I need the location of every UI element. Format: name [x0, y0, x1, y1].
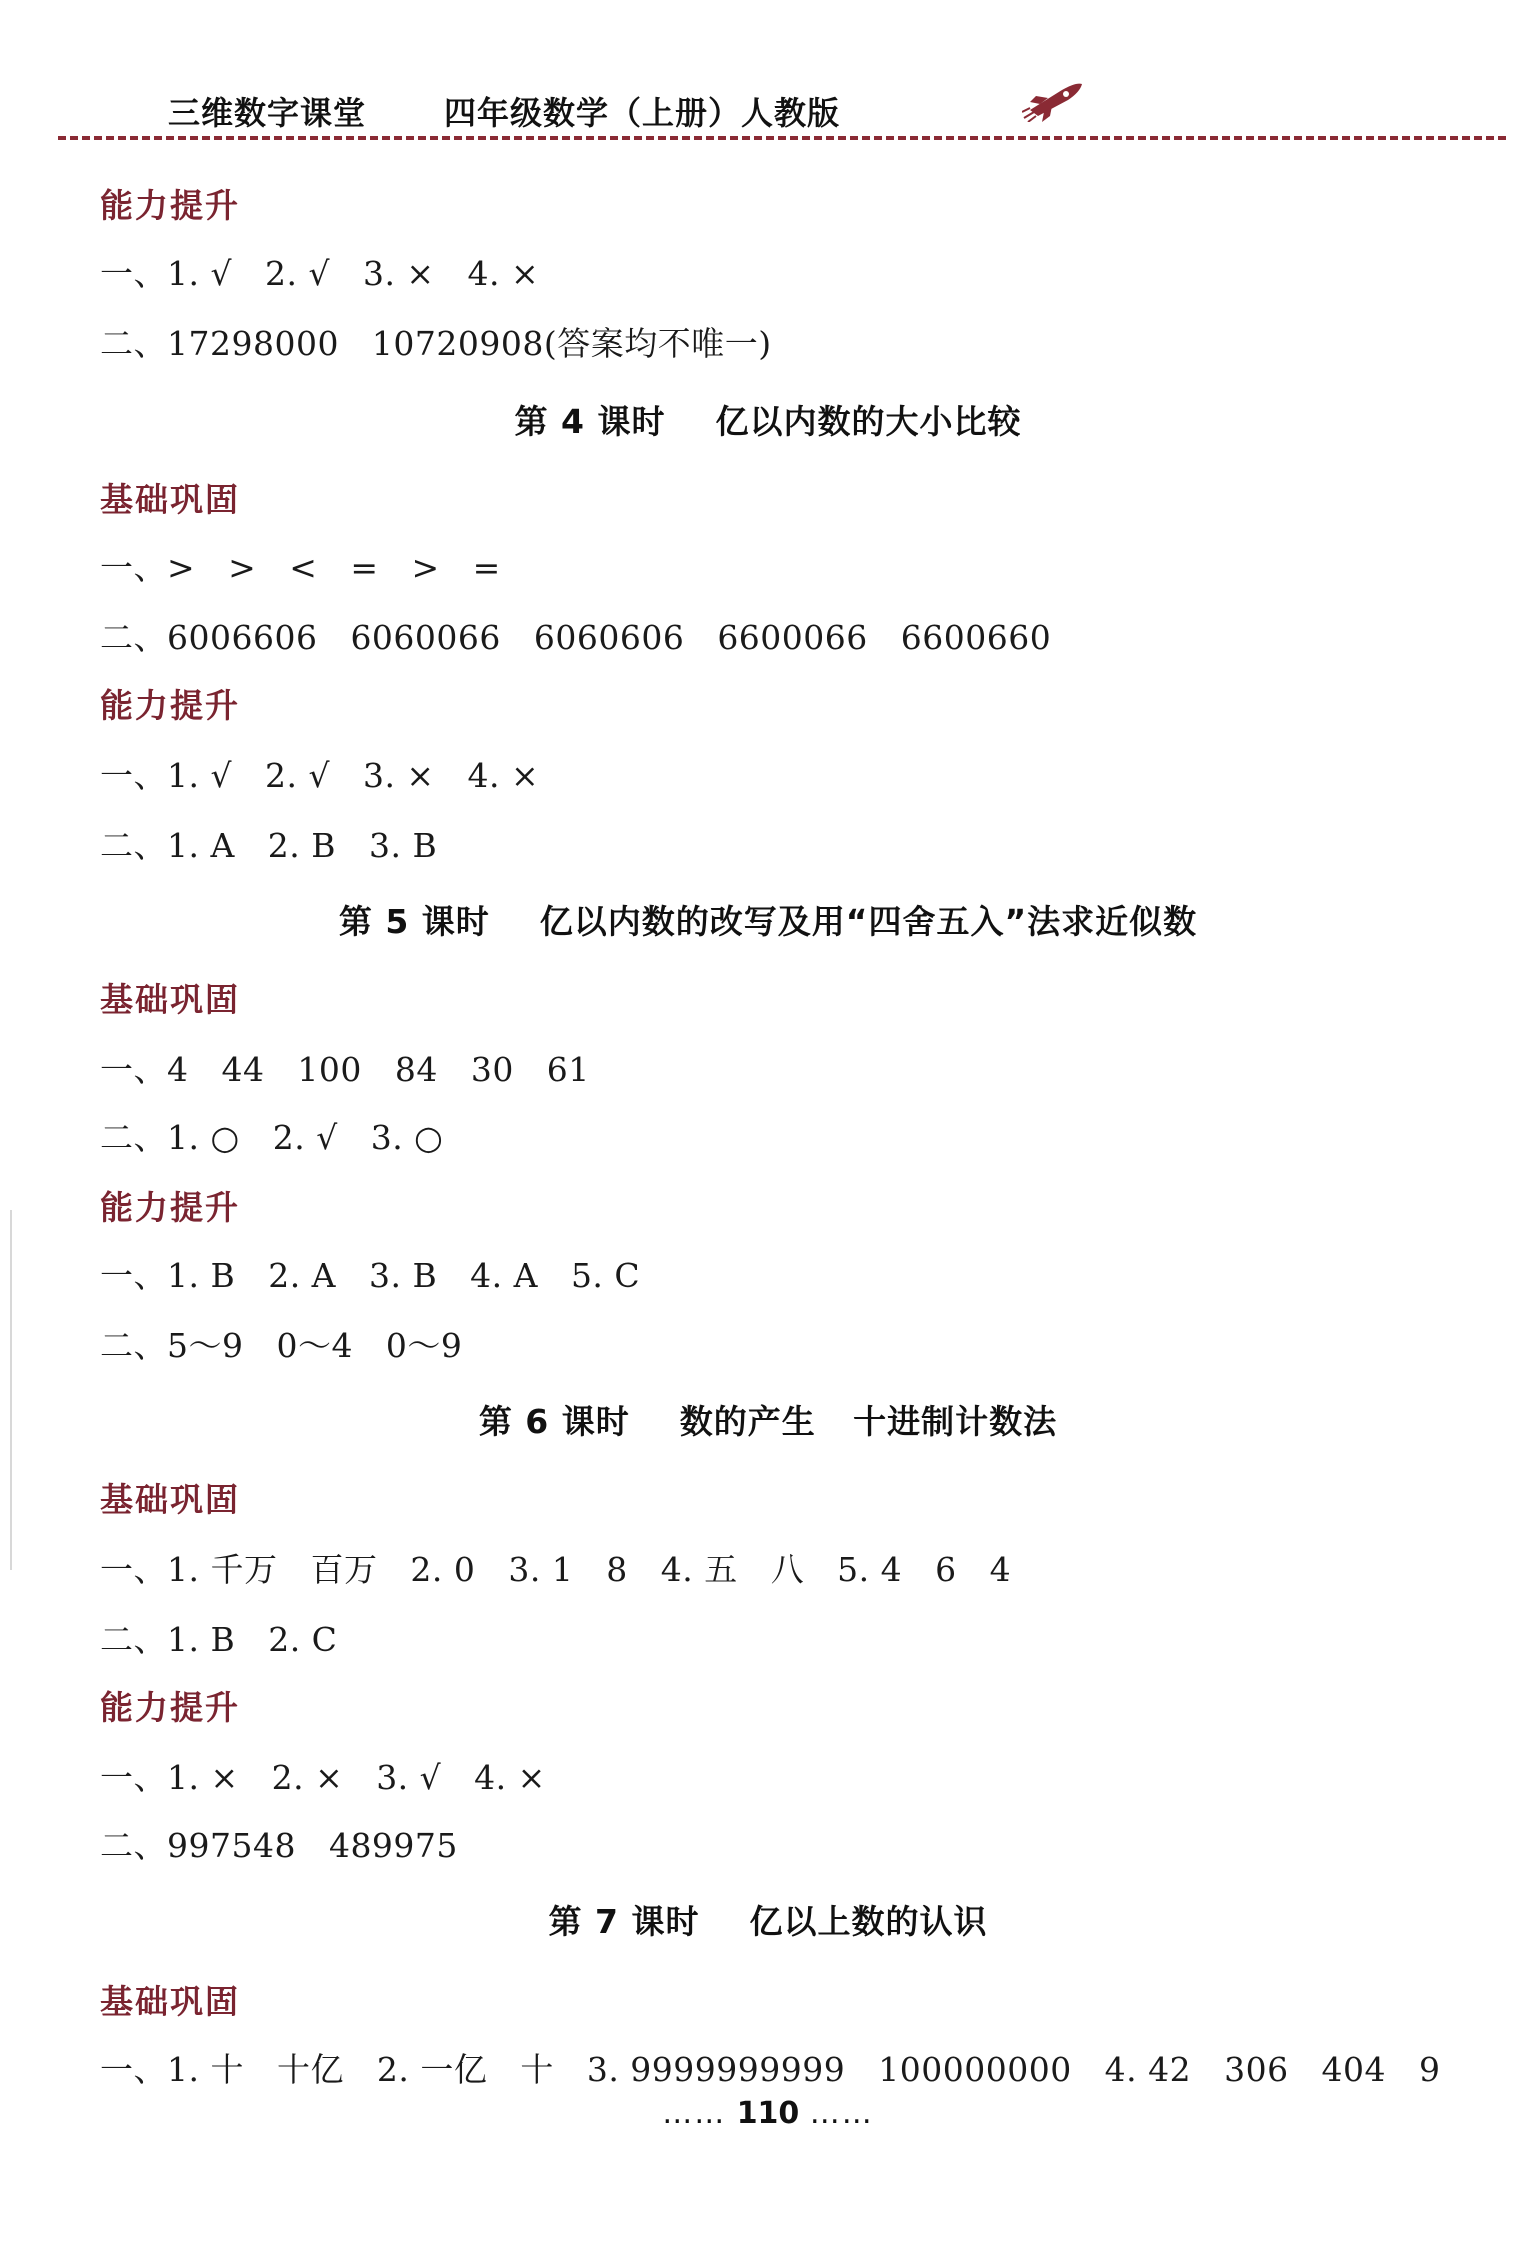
answer-line: 一、1. 十 十亿 2. 一亿 十 3. 9999999999 100000000 4. 42 306 404 9 [100, 2050, 1441, 2089]
answer-line: 一、1. √ 2. √ 3. × 4. × [100, 756, 540, 795]
answer-line: 一、4 44 100 84 30 61 [100, 1050, 590, 1089]
section-heading-ability: 能力提升 [100, 186, 240, 225]
answer-line: 二、1. B 2. C [100, 1620, 338, 1659]
margin-mark [10, 1210, 12, 1570]
lesson-title: 第 5 课时 亿以内数的改写及用“四舍五入”法求近似数 [338, 902, 1198, 941]
section-heading-basic: 基础巩固 [100, 480, 240, 519]
section-heading-ability: 能力提升 [100, 1688, 240, 1727]
answer-line: 二、6006606 6060066 6060606 6600066 6600660 [100, 618, 1052, 657]
page-header-right: 四年级数学（上册）人教版 [444, 94, 841, 132]
answer-line: 一、1. 千万 百万 2. 0 3. 1 8 4. 五 八 5. 4 6 4 [100, 1550, 1012, 1589]
answer-line: 二、1. ○ 2. √ 3. ○ [100, 1118, 444, 1157]
answer-line: 一、1. B 2. A 3. B 4. A 5. C [100, 1256, 641, 1295]
section-heading-basic: 基础巩固 [100, 980, 240, 1019]
answer-line: 二、1. A 2. B 3. B [100, 826, 438, 865]
lesson-title: 第 6 课时 数的产生 十进制计数法 [478, 1402, 1058, 1441]
lesson-title: 第 4 课时 亿以内数的大小比较 [514, 402, 1022, 441]
page-number [0, 2096, 1536, 2131]
section-heading-ability: 能力提升 [100, 686, 240, 725]
page-number-dots-left: …… [662, 2096, 727, 2131]
rocket-icon [1022, 78, 1086, 122]
lesson-title: 第 7 课时 亿以上数的认识 [548, 1902, 988, 1941]
answer-line: 二、5～9 0～4 0～9 [100, 1326, 463, 1365]
answer-line: 一、> > < = > = [100, 548, 501, 587]
header-divider [58, 136, 1506, 140]
answer-line: 二、17298000 10720908(答案均不唯一) [100, 324, 772, 363]
page-number-value: 110 [736, 2096, 800, 2131]
answer-line: 一、1. √ 2. √ 3. × 4. × [100, 254, 540, 293]
section-heading-ability: 能力提升 [100, 1188, 240, 1227]
section-heading-basic: 基础巩固 [100, 1480, 240, 1519]
page-header-left: 三维数字课堂 [168, 94, 367, 132]
answer-line: 二、997548 489975 [100, 1826, 458, 1865]
section-heading-basic: 基础巩固 [100, 1982, 240, 2021]
answer-line: 一、1. × 2. × 3. √ 4. × [100, 1758, 546, 1797]
page-number-dots-right: …… [809, 2096, 874, 2131]
